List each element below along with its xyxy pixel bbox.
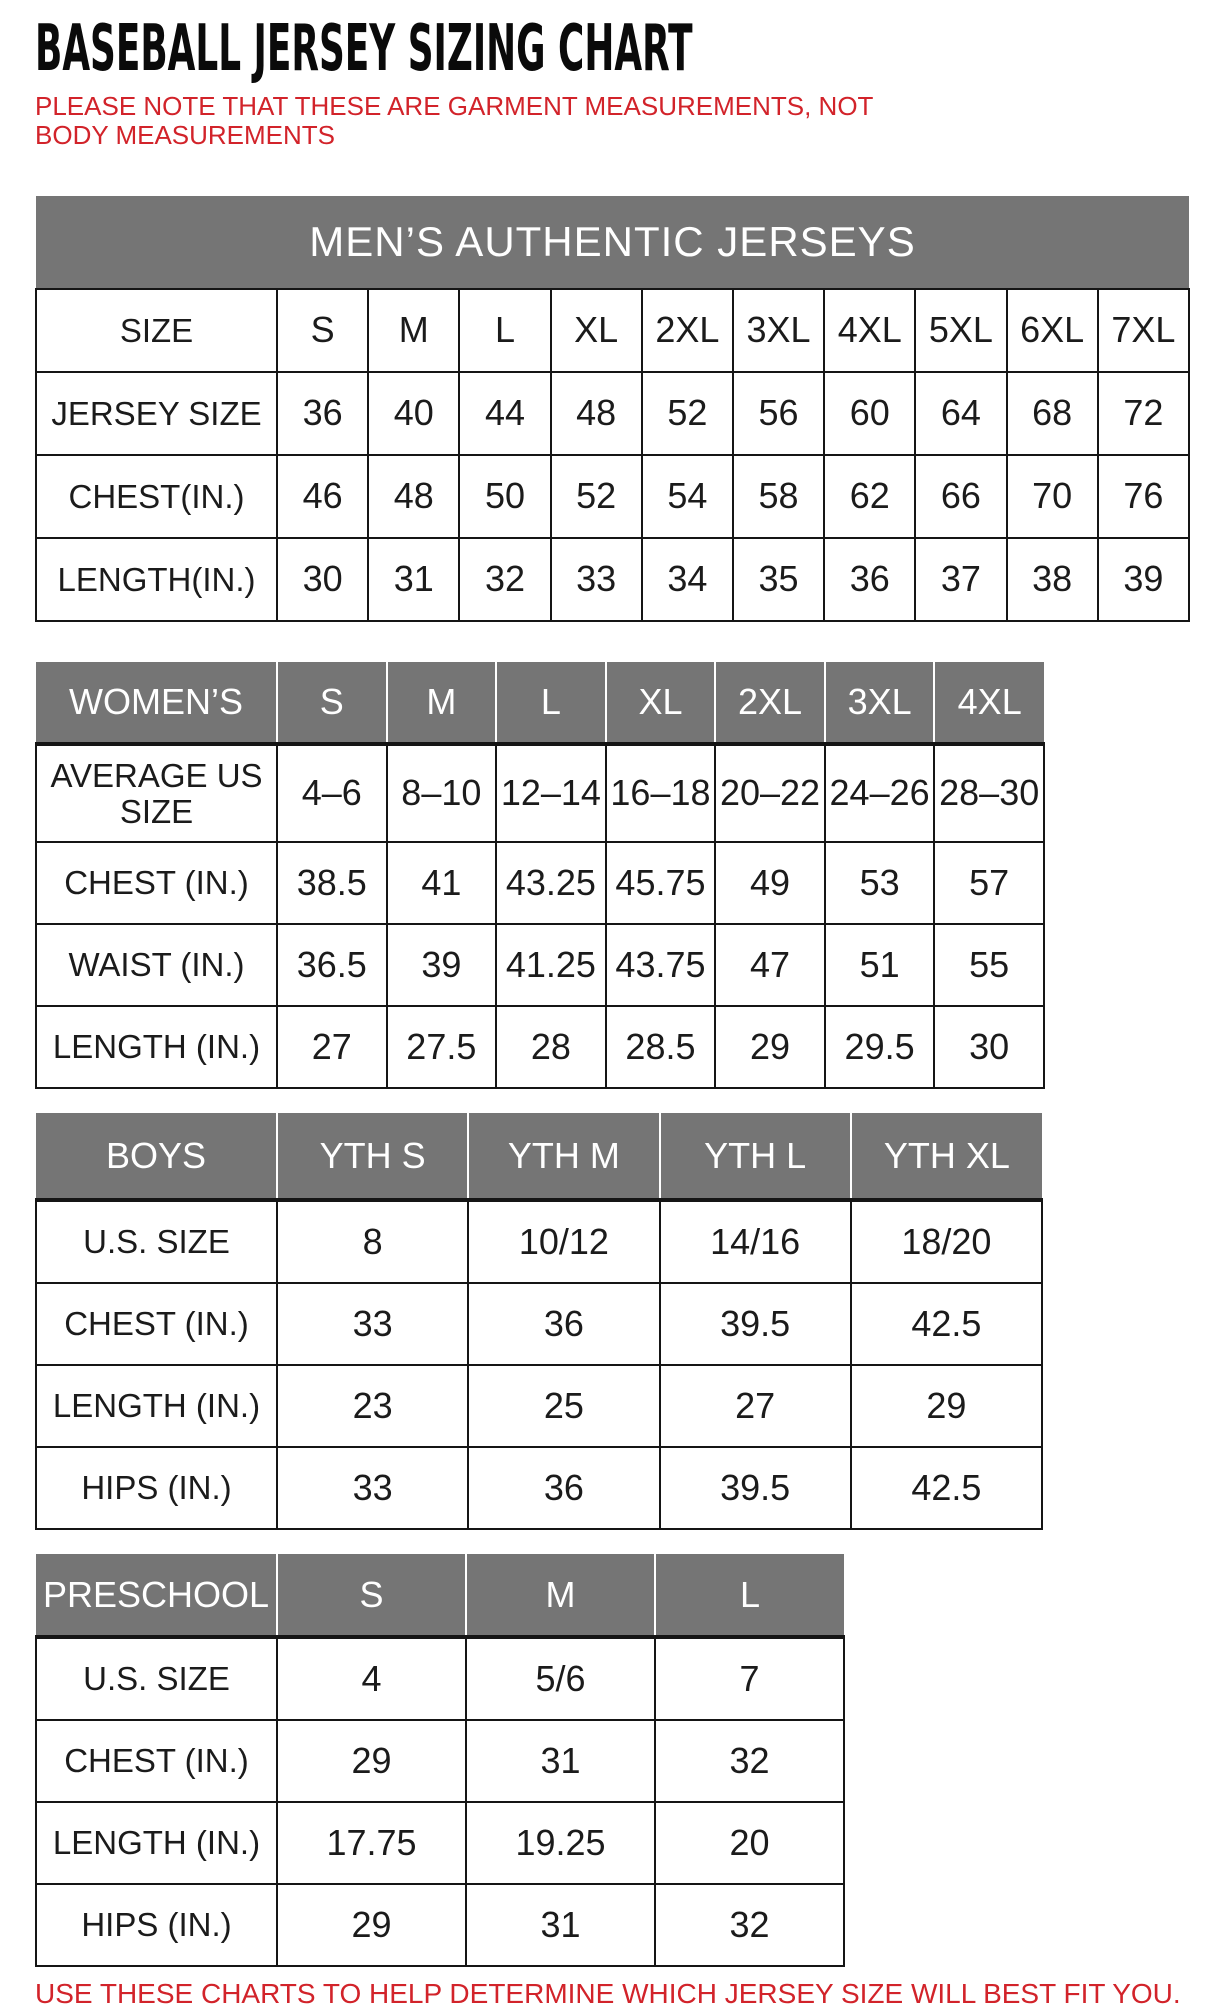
table-row xyxy=(36,1365,1042,1447)
value-cell: 4XL xyxy=(824,289,915,372)
value-cell: 35 xyxy=(733,538,824,621)
value-cell: 51 xyxy=(825,924,935,1006)
value-cell: 36 xyxy=(468,1283,659,1365)
value-cell: 28–30 xyxy=(934,744,1044,842)
value-cell: 31 xyxy=(466,1884,655,1966)
value-cell: 42.5 xyxy=(851,1283,1042,1365)
value-cell: 48 xyxy=(368,455,459,538)
value-cell: 37 xyxy=(915,538,1006,621)
value-cell: 30 xyxy=(277,538,368,621)
table-row xyxy=(36,1447,1042,1529)
table-preschool xyxy=(35,1554,845,1967)
value-cell: 70 xyxy=(1007,455,1098,538)
value-cell: 53 xyxy=(825,842,935,924)
col-header-m: M xyxy=(466,1554,655,1637)
col-header-3xl: 3XL xyxy=(825,662,935,744)
value-cell: 24–26 xyxy=(825,744,935,842)
value-cell: 29 xyxy=(277,1884,466,1966)
value-cell: 29 xyxy=(715,1006,825,1088)
value-cell: 20 xyxy=(655,1802,844,1884)
value-cell: 19.25 xyxy=(466,1802,655,1884)
value-cell: 27 xyxy=(660,1365,851,1447)
value-cell: 43.75 xyxy=(606,924,716,1006)
value-cell: 45.75 xyxy=(606,842,716,924)
value-cell: 68 xyxy=(1007,372,1098,455)
table-row xyxy=(36,744,1044,842)
row-label: HIPS (IN.) xyxy=(36,1447,277,1529)
value-cell: 25 xyxy=(468,1365,659,1447)
value-cell: 57 xyxy=(934,842,1044,924)
page-title xyxy=(35,12,1220,86)
table-preschool-group-label: PRESCHOOL xyxy=(36,1554,277,1637)
value-cell: 4–6 xyxy=(277,744,387,842)
value-cell: 28 xyxy=(496,1006,606,1088)
value-cell: 27.5 xyxy=(387,1006,497,1088)
table-row xyxy=(36,1283,1042,1365)
row-label: LENGTH(IN.) xyxy=(36,538,277,621)
value-cell: 41.25 xyxy=(496,924,606,1006)
row-label: LENGTH (IN.) xyxy=(36,1802,277,1884)
value-cell: 55 xyxy=(934,924,1044,1006)
table-row xyxy=(36,372,1189,455)
row-label: CHEST (IN.) xyxy=(36,1720,277,1802)
value-cell: 38 xyxy=(1007,538,1098,621)
value-cell: 34 xyxy=(642,538,733,621)
footer-note: USE THESE CHARTS TO HELP DETERMINE WHICH JERSEY SIZE WILL BEST FIT YOU. xyxy=(35,1978,1181,2009)
value-cell: 30 xyxy=(934,1006,1044,1088)
col-header-yth-l: YTH L xyxy=(660,1113,851,1200)
col-header-l: L xyxy=(496,662,606,744)
value-cell: 4 xyxy=(277,1637,466,1720)
value-cell: 14/16 xyxy=(660,1200,851,1283)
value-cell: 20–22 xyxy=(715,744,825,842)
value-cell: 27 xyxy=(277,1006,387,1088)
value-cell: 23 xyxy=(277,1365,468,1447)
value-cell: 72 xyxy=(1098,372,1189,455)
row-label: CHEST (IN.) xyxy=(36,842,277,924)
value-cell: 32 xyxy=(655,1720,844,1802)
value-cell: 29 xyxy=(851,1365,1042,1447)
table-row xyxy=(36,1720,844,1802)
value-cell: 31 xyxy=(368,538,459,621)
value-cell: 2XL xyxy=(642,289,733,372)
value-cell: 39 xyxy=(387,924,497,1006)
table-row xyxy=(36,538,1189,621)
value-cell: 64 xyxy=(915,372,1006,455)
value-cell: 54 xyxy=(642,455,733,538)
value-cell: 10/12 xyxy=(468,1200,659,1283)
value-cell: 40 xyxy=(368,372,459,455)
row-label: AVERAGE US SIZE xyxy=(36,744,277,842)
value-cell: 36 xyxy=(824,538,915,621)
value-cell: 62 xyxy=(824,455,915,538)
table-mens-title: MEN’S AUTHENTIC JERSEYS xyxy=(36,196,1189,289)
value-cell: 32 xyxy=(655,1884,844,1966)
value-cell: M xyxy=(368,289,459,372)
row-label: HIPS (IN.) xyxy=(36,1884,277,1966)
col-header-yth-xl: YTH XL xyxy=(851,1113,1042,1200)
table-row xyxy=(36,455,1189,538)
value-cell: 28.5 xyxy=(606,1006,716,1088)
value-cell: S xyxy=(277,289,368,372)
value-cell: 36 xyxy=(468,1447,659,1529)
value-cell: 29.5 xyxy=(825,1006,935,1088)
value-cell: 8 xyxy=(277,1200,468,1283)
value-cell: 5XL xyxy=(915,289,1006,372)
value-cell: 49 xyxy=(715,842,825,924)
table-preschool-header-row xyxy=(36,1554,844,1637)
value-cell: 47 xyxy=(715,924,825,1006)
value-cell: 76 xyxy=(1098,455,1189,538)
row-label: LENGTH (IN.) xyxy=(36,1006,277,1088)
value-cell: 46 xyxy=(277,455,368,538)
value-cell: 36.5 xyxy=(277,924,387,1006)
value-cell: 44 xyxy=(459,372,550,455)
table-row xyxy=(36,842,1044,924)
value-cell: 52 xyxy=(551,455,642,538)
value-cell: 39.5 xyxy=(660,1283,851,1365)
row-label: U.S. SIZE xyxy=(36,1637,277,1720)
value-cell: 36 xyxy=(277,372,368,455)
value-cell: 31 xyxy=(466,1720,655,1802)
page-title-text: BASEBALL JERSEY SIZING CHART xyxy=(35,12,693,86)
table-row xyxy=(36,1884,844,1966)
value-cell: 3XL xyxy=(733,289,824,372)
table-boys-group-label: BOYS xyxy=(36,1113,277,1200)
value-cell: 39 xyxy=(1098,538,1189,621)
row-label: U.S. SIZE xyxy=(36,1200,277,1283)
value-cell: 7 xyxy=(655,1637,844,1720)
col-header-yth-s: YTH S xyxy=(277,1113,468,1200)
col-header-s: S xyxy=(277,662,387,744)
value-cell: 8–10 xyxy=(387,744,497,842)
col-header-l: L xyxy=(655,1554,844,1637)
row-label: CHEST (IN.) xyxy=(36,1283,277,1365)
table-row xyxy=(36,289,1189,372)
table-mens xyxy=(35,196,1190,622)
value-cell: XL xyxy=(551,289,642,372)
value-cell: 29 xyxy=(277,1720,466,1802)
row-label: CHEST(IN.) xyxy=(36,455,277,538)
value-cell: 7XL xyxy=(1098,289,1189,372)
col-header-2xl: 2XL xyxy=(715,662,825,744)
value-cell: 43.25 xyxy=(496,842,606,924)
row-label: JERSEY SIZE xyxy=(36,372,277,455)
value-cell: L xyxy=(459,289,550,372)
col-header-4xl: 4XL xyxy=(934,662,1044,744)
value-cell: 6XL xyxy=(1007,289,1098,372)
table-row xyxy=(36,1802,844,1884)
table-row xyxy=(36,1006,1044,1088)
table-row xyxy=(36,1200,1042,1283)
row-label: SIZE xyxy=(36,289,277,372)
table-row xyxy=(36,924,1044,1006)
col-header-s: S xyxy=(277,1554,466,1637)
table-womens-group-label: WOMEN’S xyxy=(36,662,277,744)
value-cell: 39.5 xyxy=(660,1447,851,1529)
value-cell: 56 xyxy=(733,372,824,455)
value-cell: 58 xyxy=(733,455,824,538)
value-cell: 52 xyxy=(642,372,733,455)
value-cell: 48 xyxy=(551,372,642,455)
value-cell: 17.75 xyxy=(277,1802,466,1884)
value-cell: 33 xyxy=(277,1447,468,1529)
value-cell: 18/20 xyxy=(851,1200,1042,1283)
value-cell: 33 xyxy=(551,538,642,621)
table-boys-header-row xyxy=(36,1113,1042,1200)
value-cell: 41 xyxy=(387,842,497,924)
table-womens xyxy=(35,662,1045,1089)
row-label: LENGTH (IN.) xyxy=(36,1365,277,1447)
table-womens-header-row xyxy=(36,662,1044,744)
garment-measurements-note: PLEASE NOTE THAT THESE ARE GARMENT MEASUREMENTS, NOT BODY MEASUREMENTS xyxy=(35,91,873,150)
table-mens-title-row xyxy=(36,196,1189,289)
value-cell: 50 xyxy=(459,455,550,538)
col-header-xl: XL xyxy=(606,662,716,744)
size-tables-container xyxy=(0,196,1220,1967)
table-row xyxy=(36,1637,844,1720)
row-label: WAIST (IN.) xyxy=(36,924,277,1006)
value-cell: 42.5 xyxy=(851,1447,1042,1529)
col-header-yth-m: YTH M xyxy=(468,1113,659,1200)
table-boys xyxy=(35,1113,1043,1530)
value-cell: 32 xyxy=(459,538,550,621)
value-cell: 66 xyxy=(915,455,1006,538)
value-cell: 38.5 xyxy=(277,842,387,924)
value-cell: 33 xyxy=(277,1283,468,1365)
value-cell: 5/6 xyxy=(466,1637,655,1720)
col-header-m: M xyxy=(387,662,497,744)
value-cell: 60 xyxy=(824,372,915,455)
value-cell: 12–14 xyxy=(496,744,606,842)
value-cell: 16–18 xyxy=(606,744,716,842)
